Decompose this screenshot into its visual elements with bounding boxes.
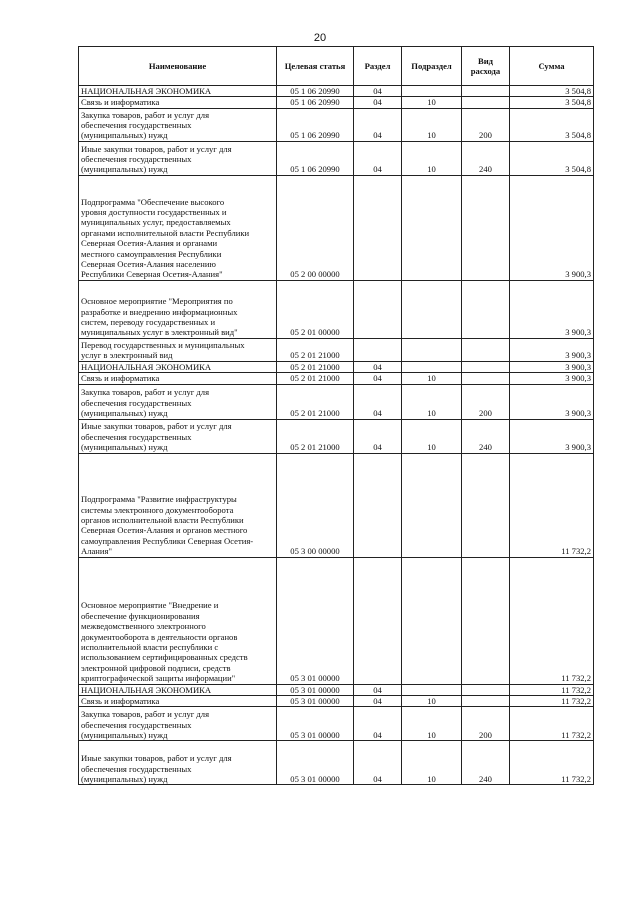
row-name-cell: НАЦИОНАЛЬНАЯ ЭКОНОМИКА xyxy=(79,684,277,695)
row-target-cell: 05 3 00 00000 xyxy=(277,453,354,557)
row-target-cell: 05 3 01 00000 xyxy=(277,557,354,684)
table-row xyxy=(79,419,594,453)
row-amount-cell: 3 504,8 xyxy=(510,108,594,141)
row-amount-cell: 3 504,8 xyxy=(510,141,594,175)
row-target-cell: 05 2 01 21000 xyxy=(277,338,354,361)
row-section-cell: 04 xyxy=(354,684,402,695)
table-row xyxy=(79,684,594,695)
table-row xyxy=(79,453,594,557)
row-target-cell: 05 2 01 21000 xyxy=(277,384,354,419)
row-name-cell: Связь и информатика xyxy=(79,97,277,108)
row-section-cell: 04 xyxy=(354,361,402,372)
row-section-cell: 04 xyxy=(354,384,402,419)
row-amount-cell: 3 900,3 xyxy=(510,338,594,361)
row-name-cell: НАЦИОНАЛЬНАЯ ЭКОНОМИКА xyxy=(79,86,277,97)
row-section-cell xyxy=(354,175,402,280)
row-amount-cell: 3 900,3 xyxy=(510,373,594,384)
row-expense-type-cell: 240 xyxy=(462,741,510,785)
row-name-cell: Иные закупки товаров, работ и услуг для обеспечения государственных (муниципальных) нужд xyxy=(79,741,277,785)
row-section-cell: 04 xyxy=(354,97,402,108)
row-amount-cell: 3 900,3 xyxy=(510,419,594,453)
row-subsection-cell: 10 xyxy=(402,419,462,453)
row-target-cell: 05 2 01 00000 xyxy=(277,280,354,338)
row-amount-cell: 11 732,2 xyxy=(510,707,594,741)
row-amount-cell: 3 504,8 xyxy=(510,97,594,108)
row-subsection-cell: 10 xyxy=(402,108,462,141)
page-number: 20 xyxy=(313,32,327,44)
row-subsection-cell xyxy=(402,175,462,280)
row-expense-type-cell xyxy=(462,86,510,97)
header-expense-type: Вид расхода xyxy=(462,47,510,86)
row-amount-cell: 11 732,2 xyxy=(510,557,594,684)
table-body xyxy=(79,86,594,785)
row-amount-cell: 11 732,2 xyxy=(510,741,594,785)
table-row xyxy=(79,280,594,338)
row-expense-type-cell: 200 xyxy=(462,707,510,741)
row-expense-type-cell: 200 xyxy=(462,108,510,141)
row-subsection-cell xyxy=(402,361,462,372)
row-subsection-cell xyxy=(402,684,462,695)
row-section-cell: 04 xyxy=(354,741,402,785)
row-subsection-cell xyxy=(402,338,462,361)
row-section-cell xyxy=(354,338,402,361)
row-section-cell: 04 xyxy=(354,419,402,453)
row-name-cell: Закупка товаров, работ и услуг для обеспечения государственных (муниципальных) нужд xyxy=(79,108,277,141)
row-name-cell: Основное мероприятие "Внедрение и обеспечение функционирования межведомственного электронного документооборота в деятельности органов исполнительной власти республики с использованием сертифицированных средств электронной цифровой подписи, средств криптографической защиты информации" xyxy=(79,557,277,684)
row-subsection-cell: 10 xyxy=(402,141,462,175)
table-row xyxy=(79,707,594,741)
row-section-cell: 04 xyxy=(354,86,402,97)
table-row xyxy=(79,384,594,419)
header-amount: Сумма xyxy=(510,47,594,86)
row-target-cell: 05 3 01 00000 xyxy=(277,684,354,695)
row-target-cell: 05 2 00 00000 xyxy=(277,175,354,280)
table-row xyxy=(79,373,594,384)
row-section-cell: 04 xyxy=(354,373,402,384)
table-row xyxy=(79,141,594,175)
row-subsection-cell xyxy=(402,557,462,684)
row-expense-type-cell xyxy=(462,684,510,695)
row-section-cell: 04 xyxy=(354,696,402,707)
table-row xyxy=(79,741,594,785)
row-expense-type-cell xyxy=(462,175,510,280)
table-row xyxy=(79,696,594,707)
row-name-cell: Связь и информатика xyxy=(79,696,277,707)
row-name-cell: НАЦИОНАЛЬНАЯ ЭКОНОМИКА xyxy=(79,361,277,372)
table-row xyxy=(79,97,594,108)
row-section-cell: 04 xyxy=(354,141,402,175)
row-expense-type-cell xyxy=(462,97,510,108)
row-target-cell: 05 2 01 21000 xyxy=(277,373,354,384)
row-expense-type-cell: 240 xyxy=(462,419,510,453)
row-subsection-cell: 10 xyxy=(402,373,462,384)
row-expense-type-cell xyxy=(462,453,510,557)
row-expense-type-cell xyxy=(462,338,510,361)
row-target-cell: 05 1 06 20990 xyxy=(277,97,354,108)
header-section: Раздел xyxy=(354,47,402,86)
row-name-cell: Связь и информатика xyxy=(79,373,277,384)
row-amount-cell: 3 504,8 xyxy=(510,86,594,97)
table-row xyxy=(79,361,594,372)
row-target-cell: 05 3 01 00000 xyxy=(277,741,354,785)
row-target-cell: 05 1 06 20990 xyxy=(277,108,354,141)
row-expense-type-cell: 200 xyxy=(462,384,510,419)
row-target-cell: 05 2 01 21000 xyxy=(277,419,354,453)
row-amount-cell: 11 732,2 xyxy=(510,453,594,557)
row-expense-type-cell xyxy=(462,557,510,684)
row-name-cell: Подпрограмма "Развитие инфраструктуры системы электронного документооборота органов исполнительной власти Республики Северная Осетия-Алания и органов местного самоуправления Республики Северная Осетия- Алания" xyxy=(79,453,277,557)
row-subsection-cell: 10 xyxy=(402,97,462,108)
budget-table xyxy=(78,46,594,785)
row-expense-type-cell xyxy=(462,361,510,372)
row-target-cell: 05 2 01 21000 xyxy=(277,361,354,372)
row-name-cell: Иные закупки товаров, работ и услуг для обеспечения государственных (муниципальных) нужд xyxy=(79,419,277,453)
row-target-cell: 05 1 06 20990 xyxy=(277,86,354,97)
table-header-row xyxy=(79,47,594,86)
row-name-cell: Основное мероприятие "Мероприятия по разработке и внедрению информационных систем, переводу государственных и муниципальных услуг в электронный вид" xyxy=(79,280,277,338)
row-name-cell: Закупка товаров, работ и услуг для обеспечения государственных (муниципальных) нужд xyxy=(79,707,277,741)
row-section-cell: 04 xyxy=(354,108,402,141)
row-name-cell: Перевод государственных и муниципальных услуг в электронный вид xyxy=(79,338,277,361)
row-section-cell xyxy=(354,453,402,557)
row-subsection-cell: 10 xyxy=(402,696,462,707)
table-row xyxy=(79,86,594,97)
row-amount-cell: 11 732,2 xyxy=(510,684,594,695)
row-name-cell: Иные закупки товаров, работ и услуг для обеспечения государственных (муниципальных) нужд xyxy=(79,141,277,175)
header-name: Наименование xyxy=(79,47,277,86)
row-amount-cell: 11 732,2 xyxy=(510,696,594,707)
row-amount-cell: 3 900,3 xyxy=(510,384,594,419)
table-row xyxy=(79,338,594,361)
row-section-cell xyxy=(354,557,402,684)
row-amount-cell: 3 900,3 xyxy=(510,175,594,280)
row-subsection-cell xyxy=(402,280,462,338)
row-name-cell: Закупка товаров, работ и услуг для обеспечения государственных (муниципальных) нужд xyxy=(79,384,277,419)
row-subsection-cell xyxy=(402,86,462,97)
table-row xyxy=(79,557,594,684)
row-target-cell: 05 3 01 00000 xyxy=(277,696,354,707)
row-expense-type-cell: 240 xyxy=(462,141,510,175)
row-expense-type-cell xyxy=(462,373,510,384)
header-subsection: Подраздел xyxy=(402,47,462,86)
row-section-cell: 04 xyxy=(354,707,402,741)
row-target-cell: 05 3 01 00000 xyxy=(277,707,354,741)
row-subsection-cell xyxy=(402,453,462,557)
row-expense-type-cell xyxy=(462,280,510,338)
row-subsection-cell: 10 xyxy=(402,384,462,419)
row-target-cell: 05 1 06 20990 xyxy=(277,141,354,175)
header-target-article: Целевая статья xyxy=(277,47,354,86)
table-row xyxy=(79,108,594,141)
row-section-cell xyxy=(354,280,402,338)
row-amount-cell: 3 900,3 xyxy=(510,280,594,338)
row-expense-type-cell xyxy=(462,696,510,707)
row-subsection-cell: 10 xyxy=(402,707,462,741)
row-name-cell: Подпрограмма "Обеспечение высокого уровня доступности государственных и муниципальных услуг, предоставляемых органами исполнительной власти Республики Северная Осетия-Алания и органами местного самоуправления Республики Северная Осетия-Алания населению Республики Северная Осетия-Алания" xyxy=(79,175,277,280)
table-row xyxy=(79,175,594,280)
row-amount-cell: 3 900,3 xyxy=(510,361,594,372)
row-subsection-cell: 10 xyxy=(402,741,462,785)
